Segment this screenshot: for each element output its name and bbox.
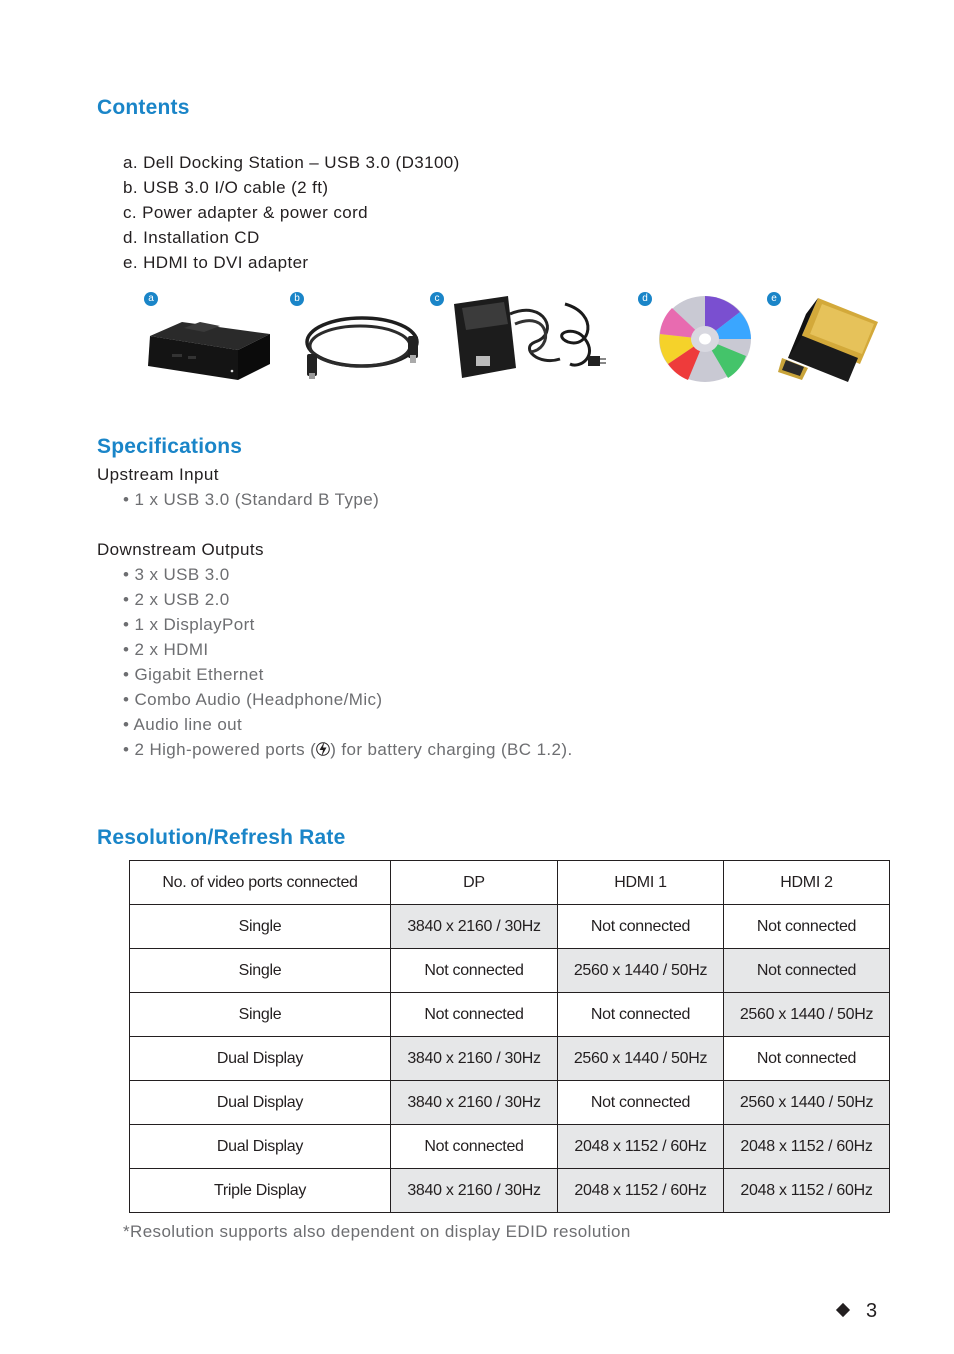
usb-cable-image: [300, 302, 425, 387]
upstream-list: [123, 487, 379, 512]
table-cell: Not connected: [391, 993, 558, 1037]
table-row: [130, 993, 890, 1037]
list-item: a. Dell Docking Station – USB 3.0 (D3100): [123, 153, 460, 172]
table-cell: 3840 x 2160 / 30Hz: [391, 905, 558, 949]
list-item: c. Power adapter & power cord: [123, 203, 368, 222]
list-item: • 1 x USB 3.0 (Standard B Type): [123, 490, 380, 509]
table-row: [130, 1081, 890, 1125]
downstream-label: Downstream Outputs: [97, 540, 264, 559]
table-cell: 2560 x 1440 / 50Hz: [558, 949, 724, 993]
list-item: • 1 x DisplayPort: [123, 615, 255, 634]
table-row: [130, 1125, 890, 1169]
power-item-prefix: • 2 High-powered ports (: [123, 740, 317, 759]
table-cell: Single: [130, 993, 391, 1037]
resolution-heading: Resolution/Refresh Rate: [97, 826, 346, 849]
list-item: • 2 x USB 2.0: [123, 590, 230, 609]
table-cell: Not connected: [391, 949, 558, 993]
resolution-footnote: *Resolution supports also dependent on display EDID resolution: [123, 1222, 631, 1241]
header-cell: No. of video ports connected: [130, 861, 391, 905]
table-cell: Not connected: [724, 1037, 890, 1081]
list-item: b. USB 3.0 I/O cable (2 ft): [123, 178, 329, 197]
table-cell: Not connected: [558, 905, 724, 949]
table-cell: 3840 x 2160 / 30Hz: [391, 1081, 558, 1125]
list-item: • Audio line out: [123, 715, 243, 734]
resolution-table: [129, 860, 890, 1213]
table-row: [130, 1037, 890, 1081]
power-item-suffix: ) for battery charging (BC 1.2).: [330, 740, 573, 759]
table-cell: 2048 x 1152 / 60Hz: [724, 1169, 890, 1213]
table-row: [130, 949, 890, 993]
hdmi-dvi-adapter-image: [778, 294, 893, 384]
table-cell: Single: [130, 949, 391, 993]
list-item-power: [123, 737, 573, 762]
header-cell: DP: [391, 861, 558, 905]
list-item: • 3 x USB 3.0: [123, 565, 230, 584]
label-badge-c: c: [430, 292, 444, 306]
table-row: [130, 905, 890, 949]
label-badge-e: e: [767, 292, 781, 306]
contents-heading: Contents: [97, 96, 190, 119]
table-cell: Dual Display: [130, 1125, 391, 1169]
label-badge-d: d: [638, 292, 652, 306]
table-cell: Triple Display: [130, 1169, 391, 1213]
table-cell: 2048 x 1152 / 60Hz: [724, 1125, 890, 1169]
table-cell: 2048 x 1152 / 60Hz: [558, 1125, 724, 1169]
contents-list: [123, 150, 460, 275]
upstream-label: Upstream Input: [97, 465, 219, 484]
table-cell: Not connected: [558, 1081, 724, 1125]
label-badge-b: b: [290, 292, 304, 306]
table-cell: Single: [130, 905, 391, 949]
diamond-icon: [836, 1303, 850, 1317]
table-cell: Not connected: [724, 949, 890, 993]
label-badge-a: a: [144, 292, 158, 306]
table-row: [130, 1169, 890, 1213]
power-adapter-image: [450, 294, 610, 384]
product-images: [140, 288, 900, 398]
list-item: • Gigabit Ethernet: [123, 665, 264, 684]
header-cell: HDMI 1: [558, 861, 724, 905]
table-cell: 3840 x 2160 / 30Hz: [391, 1169, 558, 1213]
table-cell: 2560 x 1440 / 50Hz: [724, 993, 890, 1037]
downstream-list: [123, 562, 573, 762]
table-cell: 2048 x 1152 / 60Hz: [558, 1169, 724, 1213]
specifications-heading: Specifications: [97, 435, 243, 458]
list-item: d. Installation CD: [123, 228, 260, 247]
table-header-row: [130, 861, 890, 905]
table-cell: Dual Display: [130, 1081, 391, 1125]
lightning-bolt-icon: [316, 740, 330, 758]
table-cell: Not connected: [724, 905, 890, 949]
page-number-value: 3: [866, 1300, 878, 1322]
page-number: [838, 1300, 877, 1323]
table-cell: Not connected: [558, 993, 724, 1037]
header-cell: HDMI 2: [724, 861, 890, 905]
installation-cd-image: [658, 294, 754, 384]
docking-station-image: [142, 308, 274, 383]
list-item: e. HDMI to DVI adapter: [123, 253, 309, 272]
table-cell: Not connected: [391, 1125, 558, 1169]
table-cell: 2560 x 1440 / 50Hz: [558, 1037, 724, 1081]
table-cell: Dual Display: [130, 1037, 391, 1081]
list-item: • 2 x HDMI: [123, 640, 209, 659]
table-cell: 2560 x 1440 / 50Hz: [724, 1081, 890, 1125]
list-item: • Combo Audio (Headphone/Mic): [123, 690, 383, 709]
table-cell: 3840 x 2160 / 30Hz: [391, 1037, 558, 1081]
